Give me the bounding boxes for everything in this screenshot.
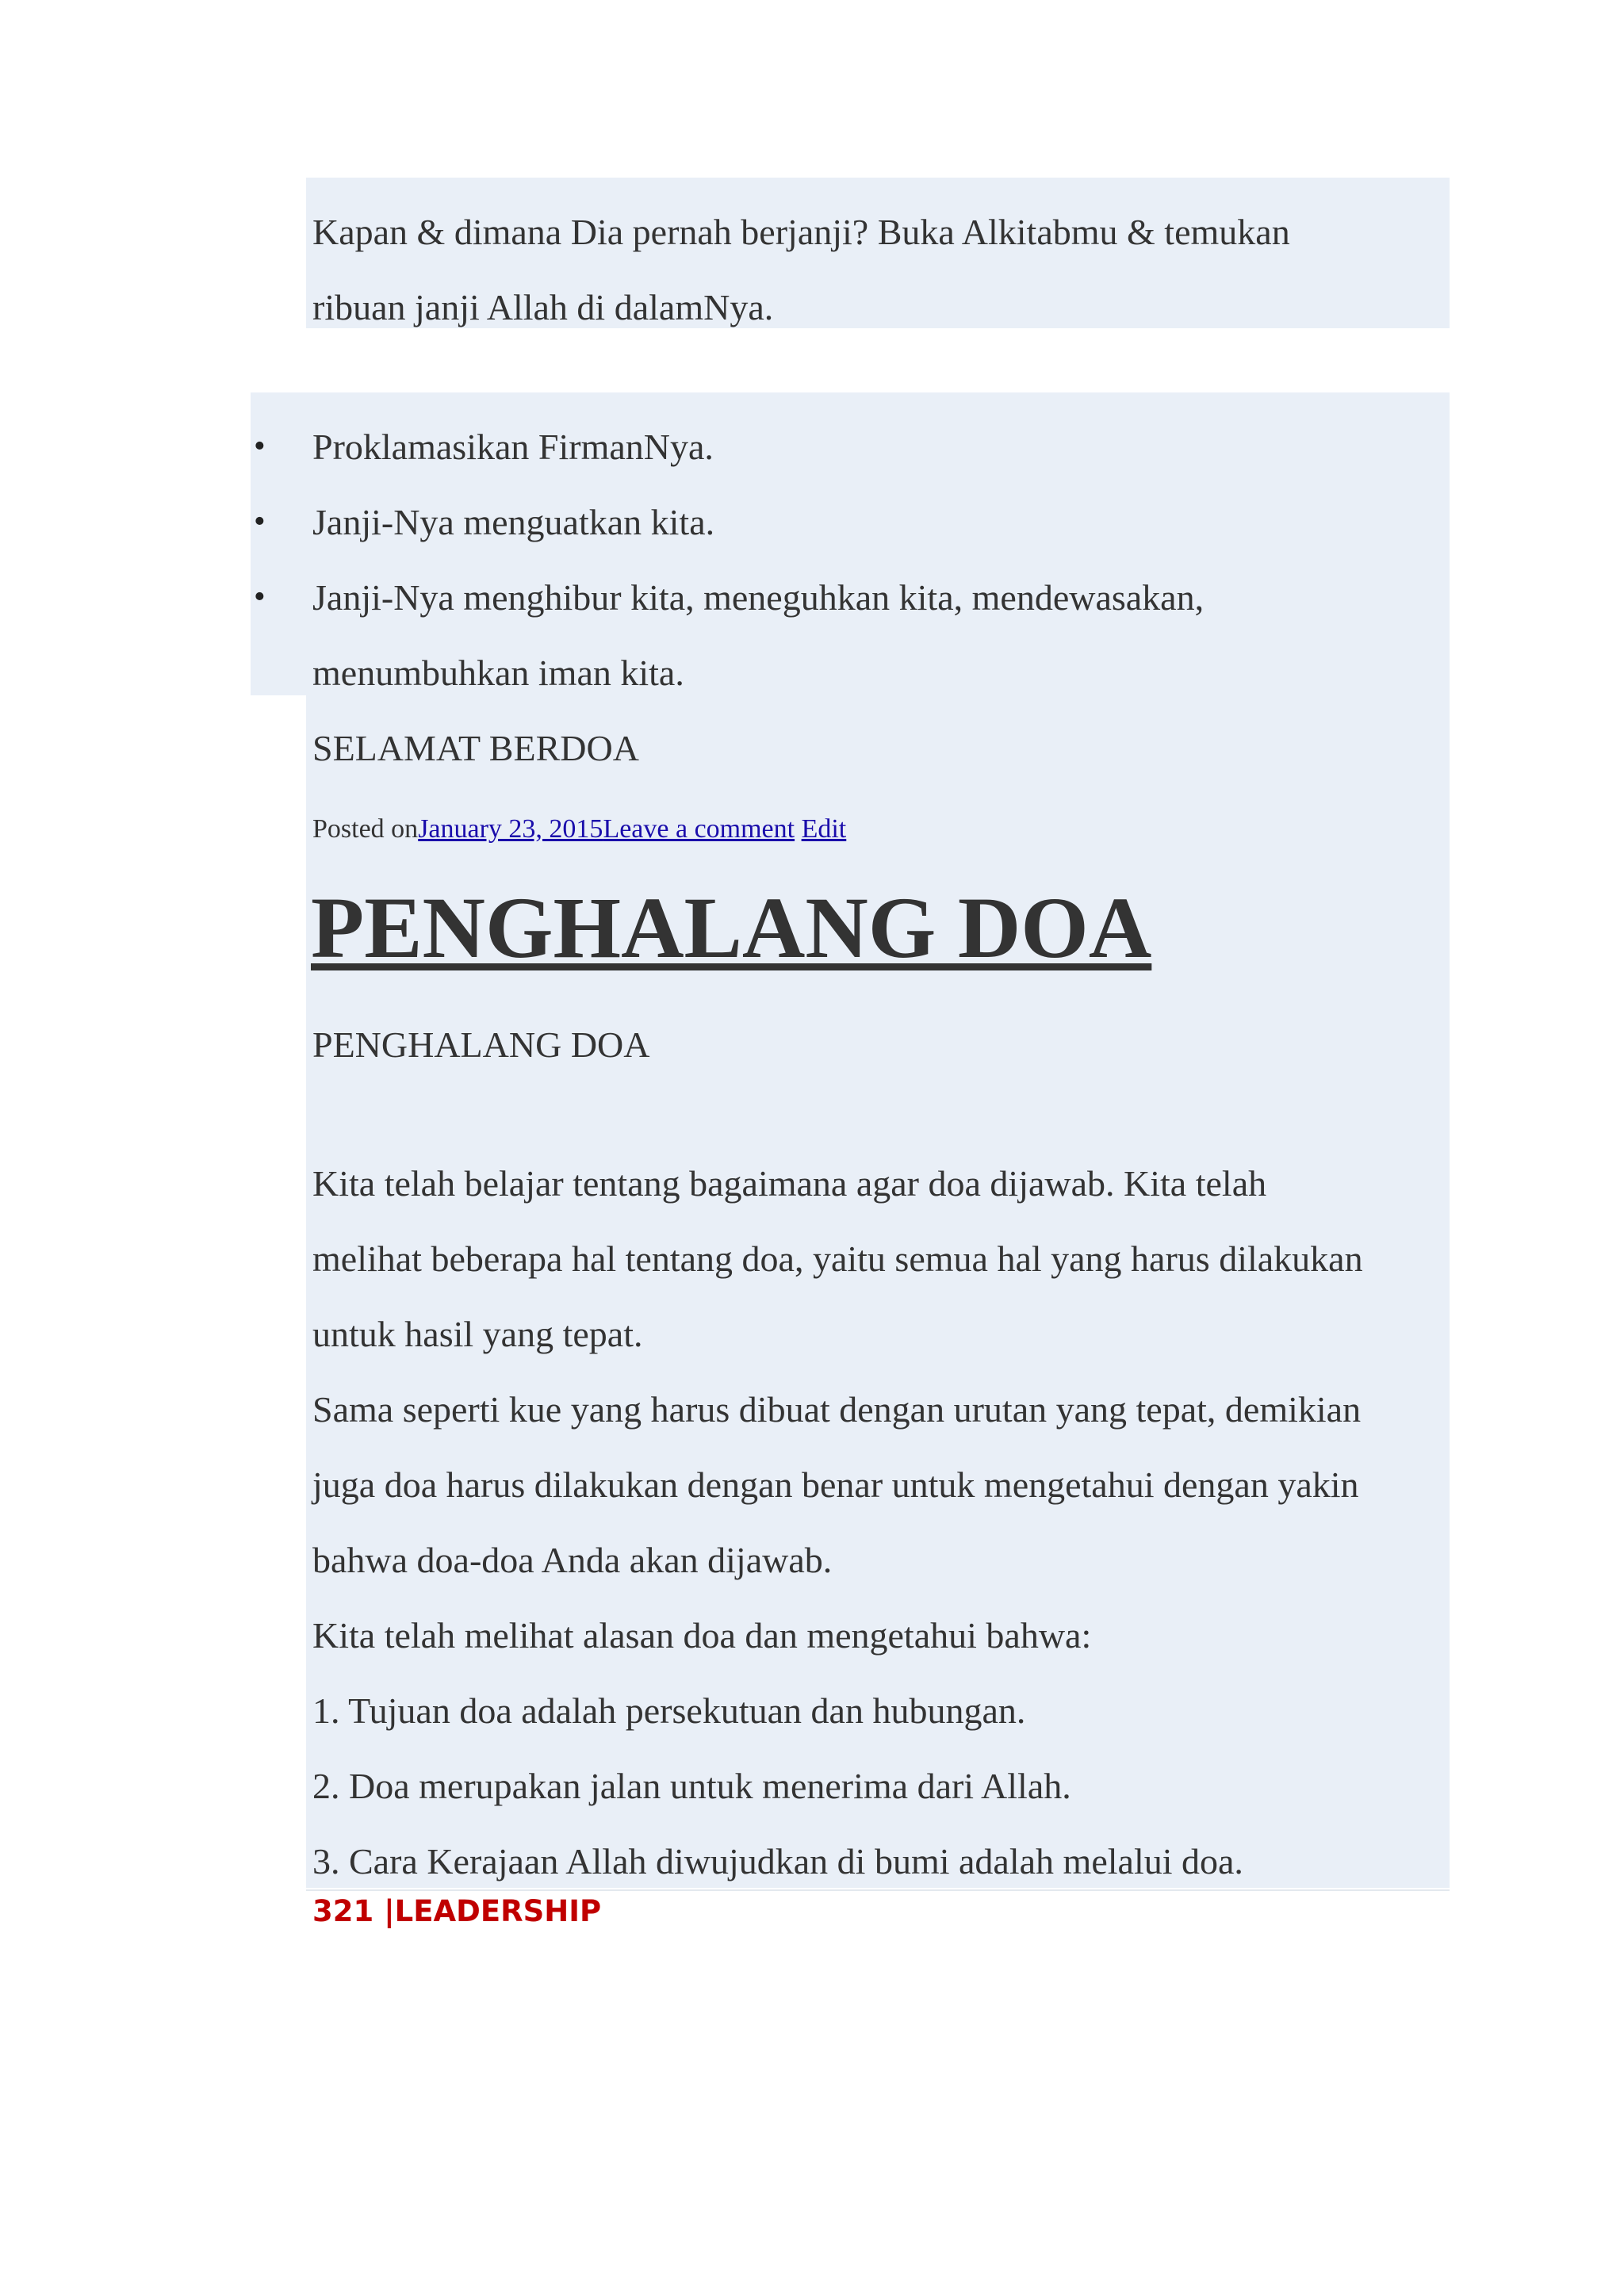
body-p2-line-3: bahwa doa-doa Anda akan dijawab. bbox=[312, 1540, 833, 1580]
numbered-item-3: 3. Cara Kerajaan Allah diwujudkan di bumi adalah melalui doa. bbox=[312, 1841, 1243, 1881]
body-p1-line-2: melihat beberapa hal tentang doa, yaitu semua hal yang harus dilakukan bbox=[312, 1238, 1363, 1279]
body-p1-line-1: Kita telah belajar tentang bagaimana agar doa dijawab. Kita telah bbox=[312, 1163, 1267, 1204]
edit-link[interactable]: Edit bbox=[801, 814, 847, 844]
numbered-item-1: 1. Tujuan doa adalah persekutuan dan hubungan. bbox=[312, 1690, 1026, 1731]
page-footer: 321 |LEADERSHIP bbox=[312, 1894, 602, 1928]
post-date-link[interactable]: January 23, 2015 bbox=[418, 814, 603, 844]
leave-comment-link[interactable]: Leave a comment bbox=[603, 814, 795, 844]
posted-on-label: Posted on bbox=[312, 814, 419, 844]
closing-text: SELAMAT BERDOA bbox=[312, 728, 639, 768]
body-p3: Kita telah melihat alasan doa dan mengetahui bahwa: bbox=[312, 1615, 1092, 1656]
body-p2-line-1: Sama seperti kue yang harus dibuat dengan urutan yang tepat, demikian bbox=[312, 1389, 1362, 1430]
list-item-3-continued: menumbuhkan iman kita. bbox=[312, 653, 684, 693]
intro-line-2: ribuan janji Allah di dalamNya. bbox=[312, 287, 774, 327]
body-p1-line-3: untuk hasil yang tepat. bbox=[312, 1314, 643, 1354]
list-item-1: Proklamasikan FirmanNya. bbox=[312, 427, 714, 467]
list-item-2: Janji-Nya menguatkan kita. bbox=[312, 502, 715, 542]
bullet-marker: • bbox=[254, 428, 266, 465]
post-meta bbox=[312, 806, 846, 853]
numbered-item-2: 2. Doa merupakan jalan untuk menerima dari Allah. bbox=[312, 1766, 1071, 1806]
intro-line-1: Kapan & dimana Dia pernah berjanji? Buka Alkitabmu & temukan bbox=[312, 212, 1290, 252]
list-item-3: Janji-Nya menghibur kita, meneguhkan kita, mendewasakan, bbox=[312, 577, 1205, 618]
bullet-marker: • bbox=[254, 579, 266, 615]
post-subtitle: PENGHALANG DOA bbox=[312, 1024, 650, 1065]
bullet-marker: • bbox=[254, 503, 266, 540]
body-p2-line-2: juga doa harus dilakukan dengan benar untuk mengetahui dengan yakin bbox=[312, 1464, 1359, 1505]
post-title[interactable]: PENGHALANG DOA bbox=[311, 879, 1152, 976]
